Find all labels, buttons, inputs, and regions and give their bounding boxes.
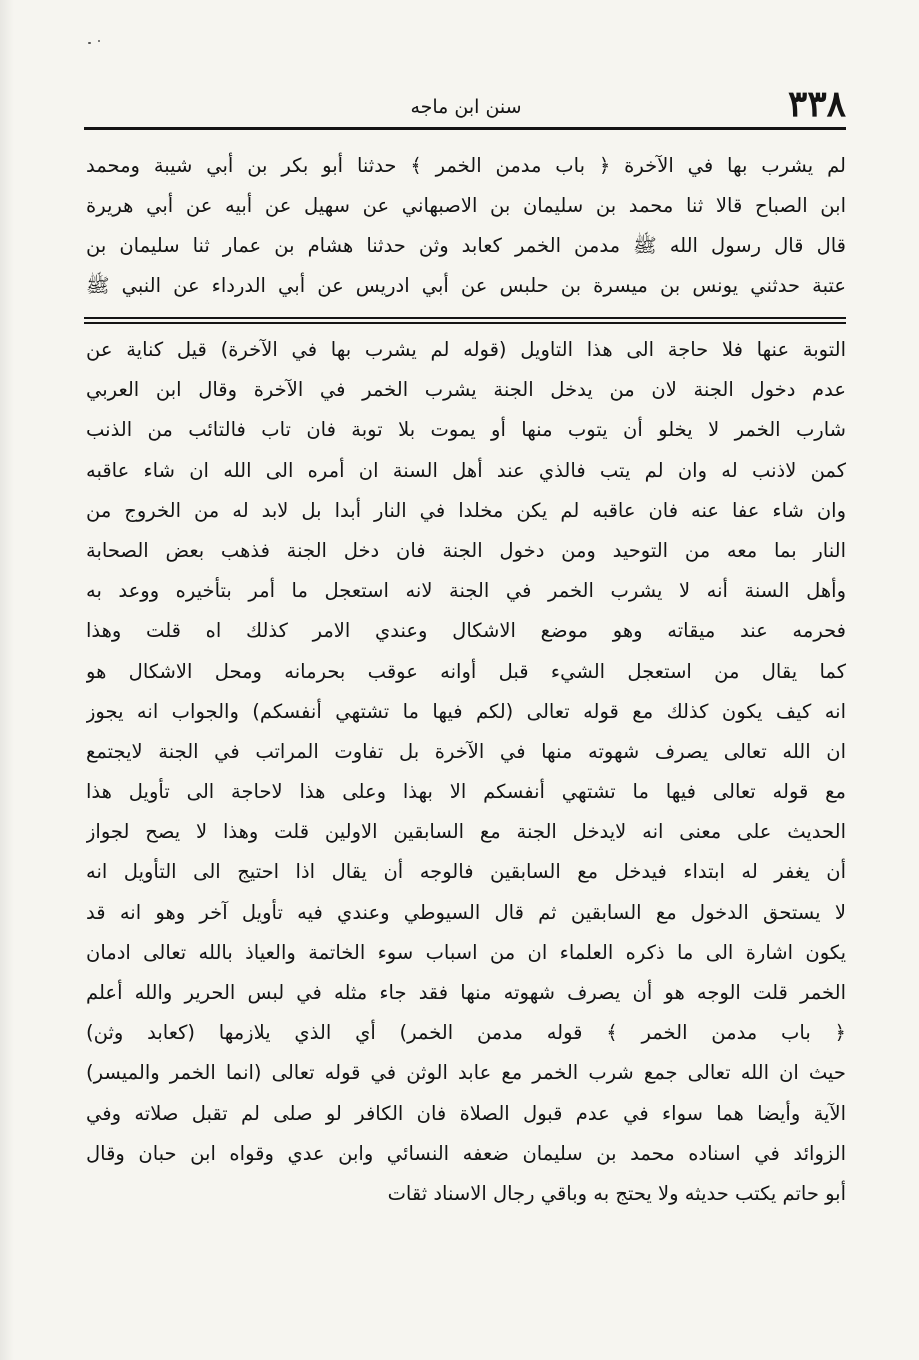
- main-text-line: لم يشرب بها في الآخرة ﴿ باب مدمن الخمر ﴾ حدثنا أبو بكر بن أبي شيبة ومحمد: [86, 154, 846, 177]
- main-text-block: [86, 146, 846, 306]
- main-text-line: ابن الصباح قالا ثنا محمد بن سليمان بن الاصبهاني عن سهيل عن أبيه عن أبي هريرة: [86, 194, 846, 217]
- commentary-line: لا يستحق الدخول مع السابقين ثم قال السيوطي وعندي فيه تأويل آخر وهو انه قد: [86, 900, 846, 924]
- commentary-line: التوبة عنها فلا حاجة الى هذا التاويل (قوله لم يشرب بها في الآخرة) قيل كناية عن: [86, 338, 846, 361]
- header-rule: [84, 127, 846, 130]
- commentary-line: انه كيف يكون كذلك مع قوله تعالى (لكم فيها ما تشتهي أنفسكم) والجواب انه يجوز: [86, 699, 846, 723]
- commentary-line: الزوائد في اسناده محمد بن سليمان ضعفه النسائي وابن عدي وقواه ابن حبان وقال: [86, 1141, 846, 1165]
- commentary-line: ان الله تعالى يصرف شهوته منها في الآخرة بل تفاوت المراتب في الجنة لايجتمع: [86, 739, 846, 763]
- scan-speck: [88, 42, 91, 44]
- commentary-line: أبو حاتم يكتب حديثه ولا يحتج به وباقي رجال الاسناد ثقات: [387, 1181, 846, 1205]
- main-text-line: عتبة حدثني يونس بن ميسرة بن حلبس عن أبي ادريس عن أبي الدرداء عن النبي ﷺ: [86, 274, 846, 297]
- commentary-line: مع قوله تعالى فيها ما تشتهي أنفسكم الا بهذا وعلى هذا لاحاجة الى تأويل هذا: [86, 780, 846, 804]
- commentary-line: وان شاء عفا عنه فان عاقبه لم يكن مخلدا في النار أبدا بل لابد له من الخروج من: [86, 498, 846, 522]
- page-edge-shadow: [0, 0, 14, 1360]
- commentary-line: يكون اشارة الى ما ذكره العلماء ان من اسباب سوء الخاتمة والعياذ بالله تعالى ادمان: [86, 940, 846, 964]
- commentary-line: ﴿ باب مدمن الخمر ﴾ قوله مدمن الخمر) أي الذي يلازمها (كعابد وثن): [86, 1021, 846, 1045]
- commentary-line: أن يغفر له ابتداء فيدخل مع السابقين فالوجه أن يقال اذا احتيج الى التأويل انه: [86, 860, 846, 884]
- commentary-line: كما يقال من استعجل الشيء قبل أوانه عوقب بحرمانه ومحل الاشكال هو: [86, 659, 846, 683]
- commentary-line: حيث ان الله تعالى جمع شرب الخمر مع عابد الوثن في قوله تعالى (انما الخمر والميسر): [86, 1061, 846, 1085]
- section-divider-rule: [84, 317, 846, 324]
- commentary-block: [86, 330, 846, 1214]
- page-header: [86, 84, 846, 128]
- scan-speck: [98, 40, 100, 42]
- commentary-line: الحديث على معنى انه لايدخل الجنة مع السابقين الاولين قلت وهذا لا يصح لجواز: [86, 820, 846, 844]
- commentary-line: النار بما معه من التوحيد ومن دخول الجنة فان دخل الجنة فذهب بعض الصحابة: [86, 538, 846, 562]
- commentary-line: فحرمه عند ميقاته وهو موضع الاشكال وعندي الامر كذلك اه قلت وهذا: [86, 619, 846, 643]
- commentary-line: شارب الخمر لا يخلو أن يتوب منها أو يموت بلا توبة فان تاب فالتائب من الذنب: [86, 418, 846, 442]
- page-number: ٣٣٨: [787, 83, 846, 125]
- running-title: سنن ابن ماجه: [410, 96, 522, 118]
- commentary-line: عدم دخول الجنة لان من يدخل الجنة يشرب الخمر في الآخرة وقال ابن العربي: [86, 378, 846, 402]
- commentary-line: كمن لاذنب له وان لم يتب فالذي عند أهل السنة ان أمره الى الله ان شاء عاقبه: [86, 458, 846, 482]
- commentary-line: الآية وأيضا هما سواء في عدم قبول الصلاة فان الكافر لو صلى لم تقبل صلاته وفي: [86, 1101, 846, 1125]
- commentary-line: وأهل السنة أنه لا يشرب الخمر في الجنة لانه استعجل ما أمر بتأخيره ووعد به: [86, 579, 846, 603]
- commentary-line: الخمر قلت الوجه هو أن يصرف شهوته منها فقد جاء مثله في لبس الحرير والله أعلم: [86, 981, 846, 1004]
- main-text-line: قال قال رسول الله ﷺ مدمن الخمر كعابد وثن حدثنا هشام بن عمار ثنا سليمان بن: [86, 234, 846, 257]
